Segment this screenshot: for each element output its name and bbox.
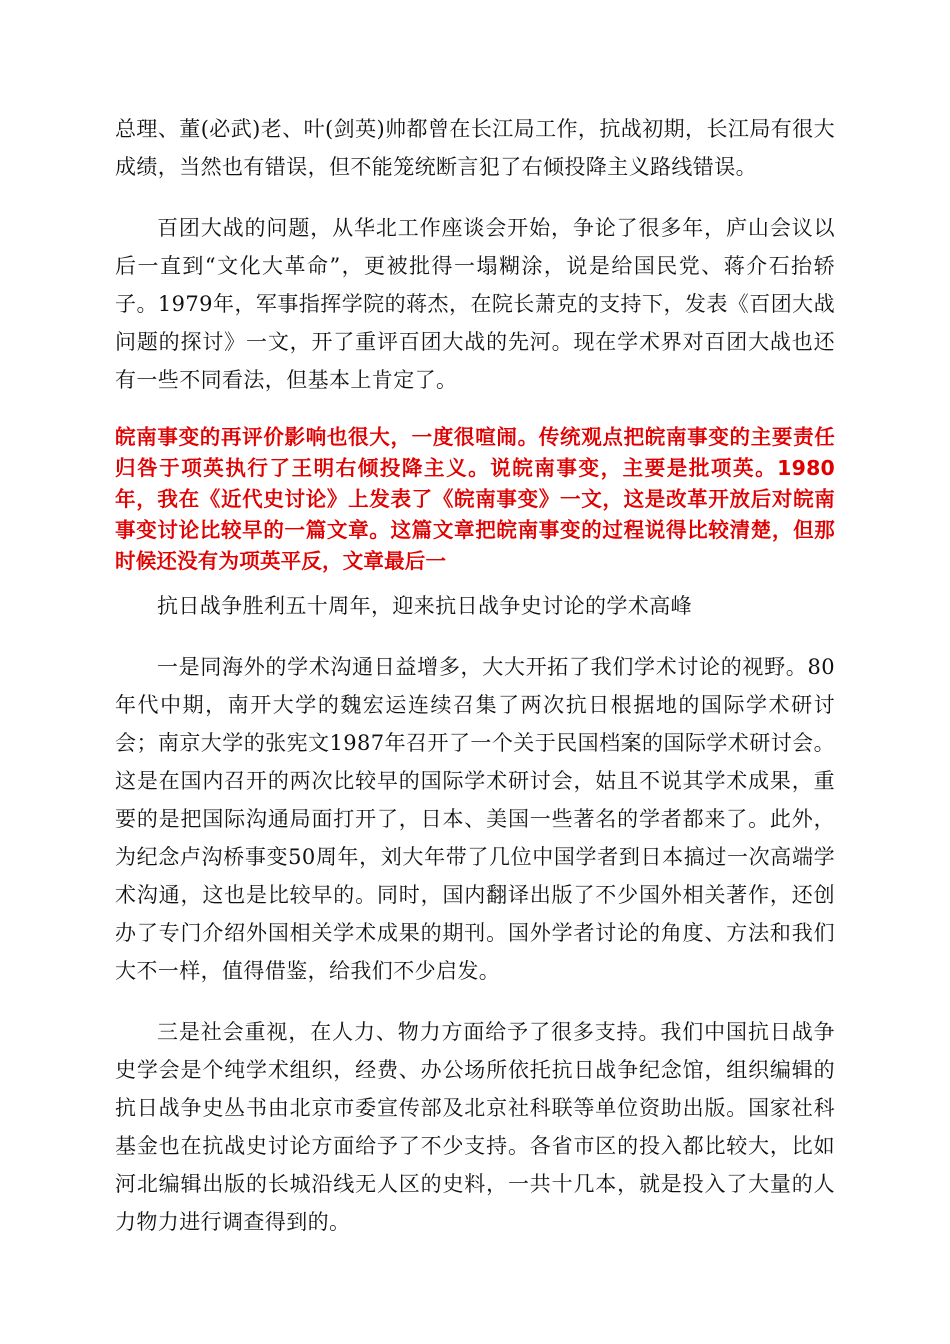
paragraph-spacer: [115, 990, 835, 1013]
paragraph-spacer: [115, 399, 835, 422]
paragraph-spacer: [115, 625, 835, 648]
section-heading-fiftieth-anniversary: 抗日战争胜利五十周年，迎来抗日战争史讨论的学术高峰: [157, 594, 692, 618]
paragraph-social-support: 三是社会重视，在人力、物力方面给予了很多支持。我们中国抗日战争史学会是个纯学术组织，经费、办公场所依托抗日战争纪念馆，组织编辑的抗日战争史丛书由北京市委宣传部及北京社科联等单位资助出版。国家社科基金也在抗战史讨论方面给予了不少支持。各省市区的投入都比较大，比如河北编辑出版的长城沿线无人区的史料，一共十几本，就是投入了大量的人力物力进行调查得到的。: [115, 1020, 835, 1234]
paragraph-spacer: [115, 186, 835, 209]
paragraph-overseas-exchange: 一是同海外的学术沟通日益增多，大大开拓了我们学术讨论的视野。80年代中期，南开大学的魏宏运连续召集了两次抗日根据地的国际学术研讨会；南京大学的张宪文1987年召开了一个关于民国档案的国际学术研讨会。这是在国内召开的两次比较早的国际学术研讨会，姑且不说其学术成果，重要的是把国际沟通局面打开了，日本、美国一些著名的学者都来了。此外，为纪念卢沟桥事变50周年，刘大年带了几位中国学者到日本搞过一次高端学术沟通，这也是比较早的。同时，国内翻译出版了不少国外相关著作，还创办了专门介绍外国相关学术成果的期刊。国外学者讨论的角度、方法和我们大不一样，值得借鉴，给我们不少启发。: [115, 655, 835, 983]
paragraph-spacer: [115, 577, 835, 587]
document-body: [115, 110, 835, 1241]
paragraph-changjiang-bureau: 总理、董(必武)老、叶(剑英)帅都曾在长江局工作，抗战初期，长江局有很大成绩，当然也有错误，但不能笼统断言犯了右倾投降主义路线错误。: [115, 117, 835, 179]
paragraph-wannan-incident-highlight: 皖南事变的再评价影响也很大，一度很喧闹。传统观点把皖南事变的主要责任归咎于项英执行了王明右倾投降主义。说皖南事变，主要是批项英。1980年，我在《近代史讨论》上发表了《皖南事变》一文，这是改革开放后对皖南事变讨论比较早的一篇文章。这篇文章把皖南事变的过程说得比较清楚，但那时候还没有为项英平反，文章最后一: [115, 425, 835, 573]
paragraph-hundred-regiments: 百团大战的问题，从华北工作座谈会开始，争论了很多年，庐山会议以后一直到“文化大革命”，更被批得一塌糊涂，说是给国民党、蒋介石抬轿子。1979年，军事指挥学院的蒋杰，在院长萧克的支持下，发表《百团大战问题的探讨》一文，开了重评百团大战的先河。现在学术界对百团大战也还有一些不同看法，但基本上肯定了。: [115, 216, 835, 392]
